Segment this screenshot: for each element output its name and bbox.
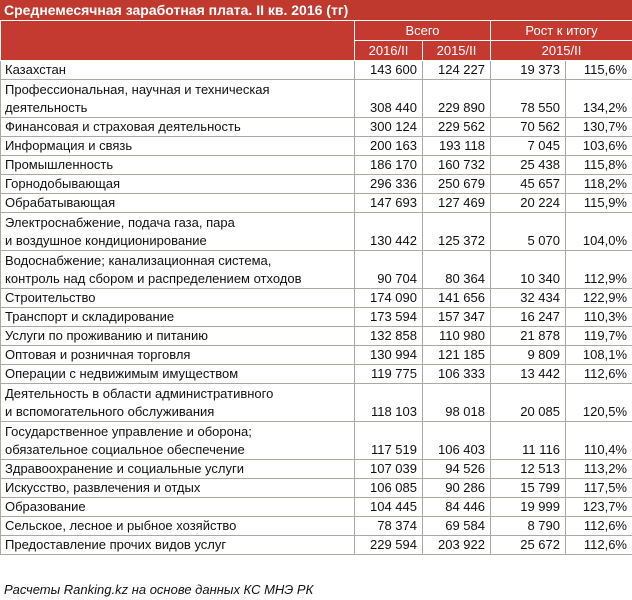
row-category-line: Транспорт и складирование [5, 309, 175, 324]
value-2015: 125 372 [423, 213, 491, 251]
growth-pct: 130,7% [566, 118, 632, 137]
growth-diff: 8 790 [491, 517, 566, 536]
row-category-line: Строительство [5, 290, 96, 305]
value-2016: 78 374 [355, 517, 423, 536]
value-2015: 203 922 [423, 536, 491, 555]
value-2015: 80 364 [423, 251, 491, 289]
growth-diff: 15 799 [491, 479, 566, 498]
row-category-line: Обрабатывающая [5, 195, 116, 210]
row-category [1, 536, 355, 555]
value-2016: 186 170 [355, 156, 423, 175]
growth-pct: 115,9% [566, 194, 632, 213]
row-category-line: Сельское, лесное и рыбное хозяйство [5, 518, 237, 533]
value-2015: 69 584 [423, 517, 491, 536]
row-category [1, 251, 355, 289]
table-row [1, 384, 632, 422]
row-category-line: Промышленность [5, 157, 114, 172]
growth-diff: 45 657 [491, 175, 566, 194]
table-row [1, 175, 632, 194]
growth-pct: 119,7% [566, 327, 632, 346]
growth-pct: 110,4% [566, 422, 632, 460]
table-row [1, 137, 632, 156]
header-col-growth: 2015/II [491, 41, 632, 61]
table-row [1, 517, 632, 536]
row-category-line: и воздушное кондиционирование [5, 233, 207, 248]
growth-pct: 115,8% [566, 156, 632, 175]
value-2016: 308 440 [355, 80, 423, 118]
growth-pct: 112,6% [566, 536, 632, 555]
row-category [1, 460, 355, 479]
row-category-line: контроль над сбором и распределением отходов [5, 271, 302, 286]
value-2015: 229 890 [423, 80, 491, 118]
growth-diff: 9 809 [491, 346, 566, 365]
source-note: Расчеты Ranking.kz на основе данных КС МНЭ РК [4, 582, 314, 597]
row-category [1, 498, 355, 517]
value-2016: 229 594 [355, 536, 423, 555]
growth-diff: 25 438 [491, 156, 566, 175]
table-row [1, 213, 632, 251]
header-group-total: Всего [355, 21, 491, 41]
table-row [1, 80, 632, 118]
header-col-2016: 2016/II [355, 41, 423, 61]
row-category [1, 289, 355, 308]
row-category-line: Услуги по проживанию и питанию [5, 328, 208, 343]
growth-diff: 5 070 [491, 213, 566, 251]
value-2016: 117 519 [355, 422, 423, 460]
value-2015: 250 679 [423, 175, 491, 194]
table-row [1, 479, 632, 498]
growth-pct: 117,5% [566, 479, 632, 498]
table-row [1, 536, 632, 555]
row-category-line: деятельность [5, 100, 88, 115]
growth-pct: 134,2% [566, 80, 632, 118]
table-title: Среднемесячная заработная плата. II кв. 2016 (тг) [0, 0, 632, 20]
value-2015: 98 018 [423, 384, 491, 422]
value-2016: 300 124 [355, 118, 423, 137]
value-2015: 127 469 [423, 194, 491, 213]
row-category-line: Водоснабжение; канализационная система, [5, 253, 272, 268]
row-category [1, 175, 355, 194]
growth-pct: 110,3% [566, 308, 632, 327]
table-row [1, 61, 632, 80]
header-category-cell [1, 21, 355, 61]
table-row [1, 308, 632, 327]
table-row [1, 118, 632, 137]
row-category [1, 422, 355, 460]
value-2015: 124 227 [423, 61, 491, 80]
growth-diff: 70 562 [491, 118, 566, 137]
growth-diff: 13 442 [491, 365, 566, 384]
row-category [1, 327, 355, 346]
value-2016: 147 693 [355, 194, 423, 213]
row-category [1, 384, 355, 422]
growth-diff: 32 434 [491, 289, 566, 308]
row-category [1, 346, 355, 365]
growth-pct: 115,6% [566, 61, 632, 80]
row-category [1, 194, 355, 213]
growth-diff: 78 550 [491, 80, 566, 118]
row-category-line: Государственное управление и оборона; [5, 424, 252, 439]
value-2016: 130 442 [355, 213, 423, 251]
value-2016: 106 085 [355, 479, 423, 498]
row-category [1, 517, 355, 536]
header-col-2015: 2015/II [423, 41, 491, 61]
value-2016: 200 163 [355, 137, 423, 156]
value-2016: 118 103 [355, 384, 423, 422]
growth-diff: 20 224 [491, 194, 566, 213]
growth-pct: 112,6% [566, 517, 632, 536]
value-2016: 173 594 [355, 308, 423, 327]
value-2016: 132 858 [355, 327, 423, 346]
row-category-line: Оптовая и розничная торговля [5, 347, 191, 362]
value-2016: 104 445 [355, 498, 423, 517]
row-category [1, 137, 355, 156]
table-row [1, 422, 632, 460]
value-2015: 229 562 [423, 118, 491, 137]
growth-pct: 122,9% [566, 289, 632, 308]
growth-diff: 7 045 [491, 137, 566, 156]
table-row [1, 498, 632, 517]
value-2016: 143 600 [355, 61, 423, 80]
table-row [1, 460, 632, 479]
growth-pct: 118,2% [566, 175, 632, 194]
value-2015: 106 403 [423, 422, 491, 460]
row-category [1, 213, 355, 251]
value-2015: 106 333 [423, 365, 491, 384]
value-2016: 296 336 [355, 175, 423, 194]
growth-pct: 108,1% [566, 346, 632, 365]
table-row [1, 194, 632, 213]
growth-diff: 10 340 [491, 251, 566, 289]
value-2015: 110 980 [423, 327, 491, 346]
table-row [1, 156, 632, 175]
growth-pct: 112,9% [566, 251, 632, 289]
row-category [1, 308, 355, 327]
row-category-line: Казахстан [5, 62, 66, 77]
growth-pct: 113,2% [566, 460, 632, 479]
value-2015: 94 526 [423, 460, 491, 479]
growth-diff: 25 672 [491, 536, 566, 555]
growth-pct: 104,0% [566, 213, 632, 251]
row-category-line: и вспомогательного обслуживания [5, 404, 215, 419]
row-category [1, 118, 355, 137]
value-2016: 174 090 [355, 289, 423, 308]
row-category-line: Информация и связь [5, 138, 133, 153]
row-category [1, 479, 355, 498]
value-2016: 107 039 [355, 460, 423, 479]
row-category-line: Предоставление прочих видов услуг [5, 537, 227, 552]
growth-diff: 16 247 [491, 308, 566, 327]
value-2016: 119 775 [355, 365, 423, 384]
growth-pct: 103,6% [566, 137, 632, 156]
row-category [1, 61, 355, 80]
row-category [1, 365, 355, 384]
growth-pct: 112,6% [566, 365, 632, 384]
row-category-line: Операции с недвижимым имуществом [5, 366, 239, 381]
value-2015: 160 732 [423, 156, 491, 175]
row-category-line: обязательное социальное обеспечение [5, 442, 245, 457]
row-category [1, 156, 355, 175]
growth-diff: 21 878 [491, 327, 566, 346]
growth-pct: 123,7% [566, 498, 632, 517]
row-category-line: Деятельность в области административного [5, 386, 274, 401]
value-2015: 90 286 [423, 479, 491, 498]
row-category-line: Горнодобывающая [5, 176, 121, 191]
value-2016: 90 704 [355, 251, 423, 289]
value-2015: 157 347 [423, 308, 491, 327]
growth-diff: 11 116 [491, 422, 566, 460]
row-category-line: Искусство, развлечения и отдых [5, 480, 201, 495]
row-category-line: Финансовая и страховая деятельность [5, 119, 241, 134]
row-category-line: Электроснабжение, подача газа, пара [5, 215, 235, 230]
table-row [1, 365, 632, 384]
row-category-line: Здравоохранение и социальные услуги [5, 461, 244, 476]
table-row [1, 251, 632, 289]
value-2015: 193 118 [423, 137, 491, 156]
value-2015: 141 656 [423, 289, 491, 308]
growth-diff: 12 513 [491, 460, 566, 479]
table-row [1, 289, 632, 308]
header-group-growth: Рост к итогу [491, 21, 632, 41]
growth-diff: 20 085 [491, 384, 566, 422]
table-row [1, 327, 632, 346]
growth-diff: 19 999 [491, 498, 566, 517]
row-category-line: Образование [5, 499, 86, 514]
value-2015: 84 446 [423, 498, 491, 517]
value-2016: 130 994 [355, 346, 423, 365]
value-2015: 121 185 [423, 346, 491, 365]
row-category [1, 80, 355, 118]
growth-pct: 120,5% [566, 384, 632, 422]
table-row [1, 346, 632, 365]
row-category-line: Профессиональная, научная и техническая [5, 82, 270, 97]
salary-table [0, 20, 632, 555]
growth-diff: 19 373 [491, 61, 566, 80]
